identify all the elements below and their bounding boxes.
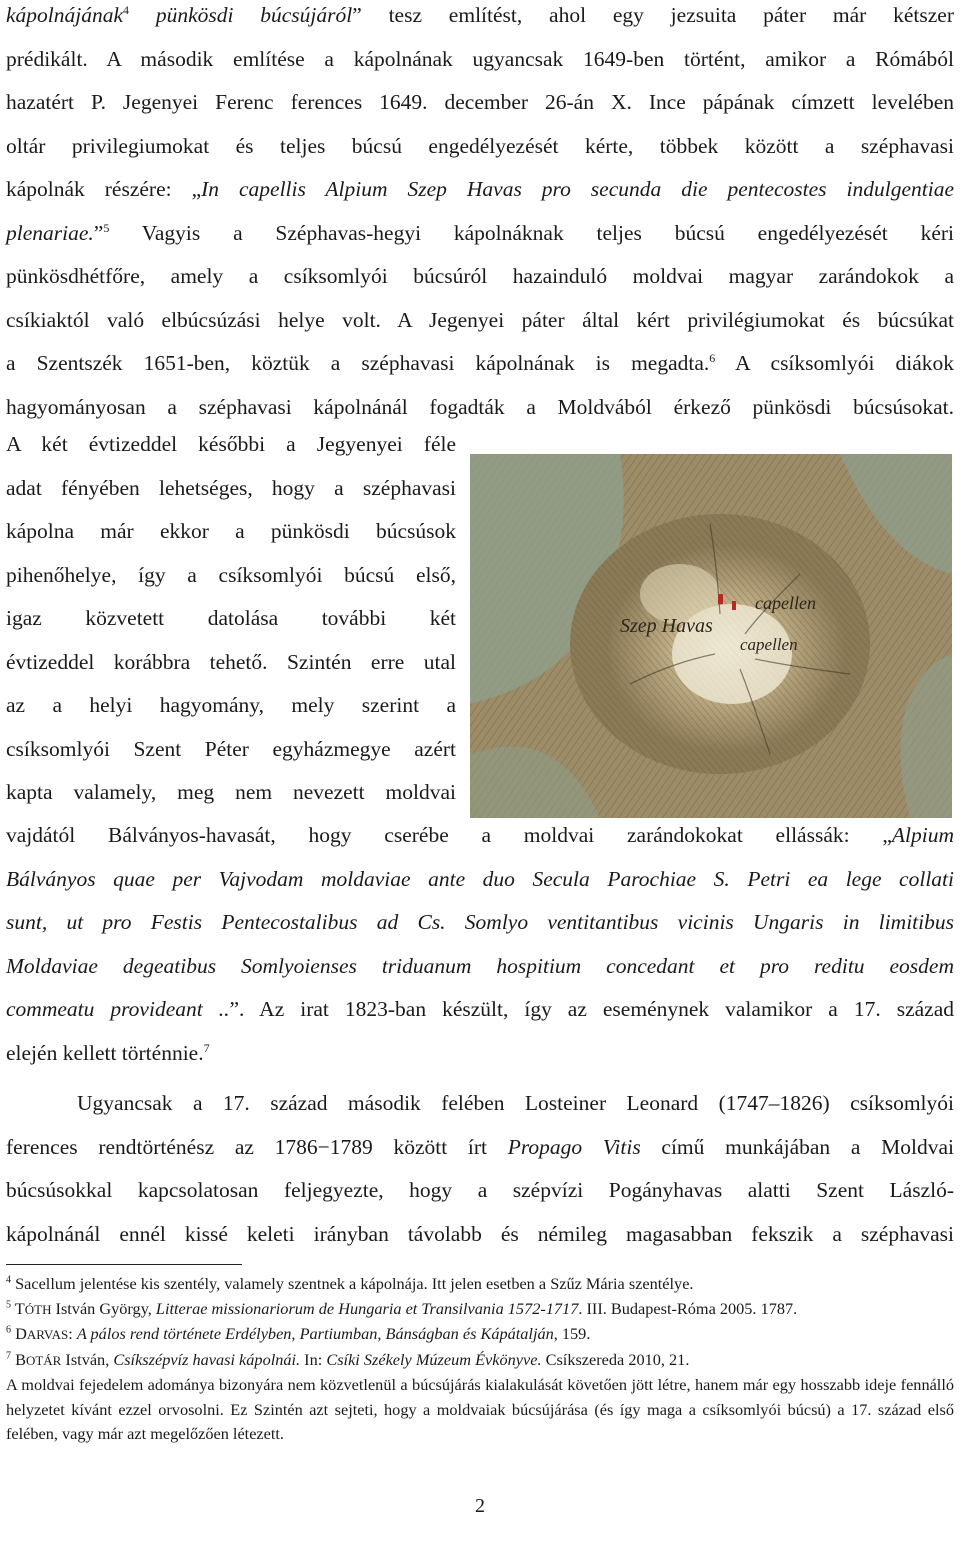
historical-map-image	[470, 454, 952, 818]
text-line: adat fényében lehetséges, hogy a széphavasi	[6, 475, 456, 500]
footnote-7: $^7$ BOTÁR István, Csíkszépvíz havasi kápolnái. In: Csíki Székely Múzeum Évkönyve. Csíkszereda 2010, 21.	[6, 1349, 690, 1369]
text-line: plenariae.”$^5$ Vagyis a Széphavas-hegyi kápolnáknak teljes búcsú engedélyezését kéri	[6, 220, 954, 245]
footnote-4: $^4$ Sacellum jelentése kis szentély, valamely szentnek a kápolnája. Itt jelen esetben a Szűz Mária szentélye.	[6, 1274, 694, 1293]
text-line: vajdától Bálványos-havasát, hogy cserébe a moldvai zarándokokat ellássák: „Alpium	[6, 823, 954, 847]
paragraph-3	[6, 1082, 954, 1256]
text-line: Moldaviae degeatibus Somlyoienses triduanum hospitium concedant et pro reditu eosdem	[6, 953, 954, 978]
text-line: a Szentszék 1651-ben, köztük a széphavasi kápolnának is megadta.$^6$ A csíksomlyói diákok	[6, 350, 955, 375]
paragraph-1	[6, 0, 954, 429]
text-line: commeatu provideant ..”. Az irat 1823-ban készült, így az eseménynek valamikor a 17. század	[6, 997, 954, 1021]
text-line: pünkösdhétfőre, amely a csíksomlyói búcsúról hazainduló moldvai magyar zarándokok a	[6, 264, 954, 288]
paragraph-2-narrow	[6, 423, 456, 815]
footnote-separator	[6, 1264, 242, 1265]
footnote-ref[interactable]: 6	[709, 350, 716, 365]
paragraph-2	[6, 814, 954, 1075]
chapel-marker-icon	[718, 594, 723, 604]
text-line: sunt, ut pro Festis Pentecostalibus ad Cs. Somlyo ventitantibus vicinis Ungaris in limitibus	[6, 910, 954, 934]
text-line: búcsúsokkal kapcsolatosan feljegyezte, hogy a szépvízi Pogányhavas alatti Szent László-	[6, 1178, 954, 1202]
text-line: prédikált. A második említése a kápolnának ugyancsak 1649-ben történt, amikor a Rómából	[6, 46, 954, 71]
text-line: oltár privilegiumokat és teljes búcsú engedélyezését kérte, többek között a széphavasi	[6, 133, 954, 158]
text-line: igaz közvetett datolása további két	[6, 606, 456, 630]
footnote-ref[interactable]: 7	[203, 1040, 210, 1055]
text-line: évtizeddel korábbra tehető. Szintén erre utal	[6, 649, 456, 674]
text-line: pihenőhelye, így a csíksomlyói búcsú első,	[6, 562, 456, 587]
text-line: Bálványos quae per Vajvodam moldaviae ante duo Secula Parochiae S. Petri ea lege collati	[6, 866, 954, 891]
text-line: A két évtizeddel későbbi a Jegyenyei féle	[6, 432, 456, 456]
text-line: hagyományosan a széphavasi kápolnánál fogadták a Moldvából érkező pünkösdi búcsúsokat.	[6, 394, 954, 419]
text-line: kápolnánál ennél kissé keleti irányban távolabb és némileg magasabban fekszik a széphavasi	[6, 1221, 954, 1246]
text-line: csíkiaktól való elbúcsúzási helye volt. A Jegenyei páter által kért privilégiumokat és búcsúkat	[6, 307, 954, 332]
map-label-szep-havas: Szep Havas	[620, 615, 713, 637]
text-line: kapta valamely, meg nem nevezett moldvai	[6, 780, 456, 804]
footnote-5: $^5$ TÓTH István György, Litterae missionariorum de Hungaria et Transilvania 1572-1717. III. Budapest-Róma 2005. 1787.	[6, 1298, 798, 1318]
page-number: 2	[475, 1495, 485, 1517]
text-line: csíksomlyói Szent Péter egyházmegye azért	[6, 736, 456, 761]
footnotes	[6, 1272, 954, 1447]
text-line: kápolnák részére: „In capellis Alpium Szep Havas pro secunda die pentecostes indulgentiae	[6, 177, 954, 201]
text-line: elején kellett történnie.$^7$	[6, 1040, 210, 1065]
text-line: ferences rendtörténész az 1786−1789 között írt Propago Vitis című munkájában a Moldvai	[6, 1134, 954, 1159]
footnote-ref[interactable]: 5	[103, 220, 110, 235]
footnote-continuation: A moldvai fejedelem adománya bizonyára nem közvetlenül a búcsújárás kialakulását követően jött létre, hanem már egy hosszabb ideje fennálló helyzetet kívánt ezzel orvosolni. Ez Szintén azt sejteti, hogy a moldvaiak búcsújárása (és így maga a csíksomlyói búcsú) a 17. század első felében, vagy már azt megelőzően létezett.	[6, 1375, 954, 1443]
text-line: kápolna már ekkor a pünkösdi búcsúsok	[6, 519, 456, 543]
text-line: az a helyi hagyomány, mely szerint a	[6, 693, 456, 717]
footnote-ref[interactable]: 4	[123, 2, 130, 17]
text-line: Ugyancsak a 17. század második felében Losteiner Leonard (1747–1826) csíksomlyói	[77, 1091, 954, 1115]
text-line: kápolnájának$^4$ pünkösdi búcsújáról” tesz említést, ahol egy jezsuita páter már kétszer	[6, 2, 954, 27]
text-line: hazatért P. Jegenyei Ferenc ferences 1649. december 26-án X. Ince pápának címzett levelében	[6, 90, 954, 114]
map-drawing	[470, 454, 952, 818]
chapel-marker-icon	[732, 601, 736, 610]
map-label-capellen: capellen	[755, 593, 816, 613]
map-label-capellen-2: capellen	[740, 635, 798, 654]
footnote-6: $^6$ DARVAS: A pálos rend története Erdélyben, Partiumban, Bánságban és Kápátalján, 159.	[6, 1324, 591, 1343]
